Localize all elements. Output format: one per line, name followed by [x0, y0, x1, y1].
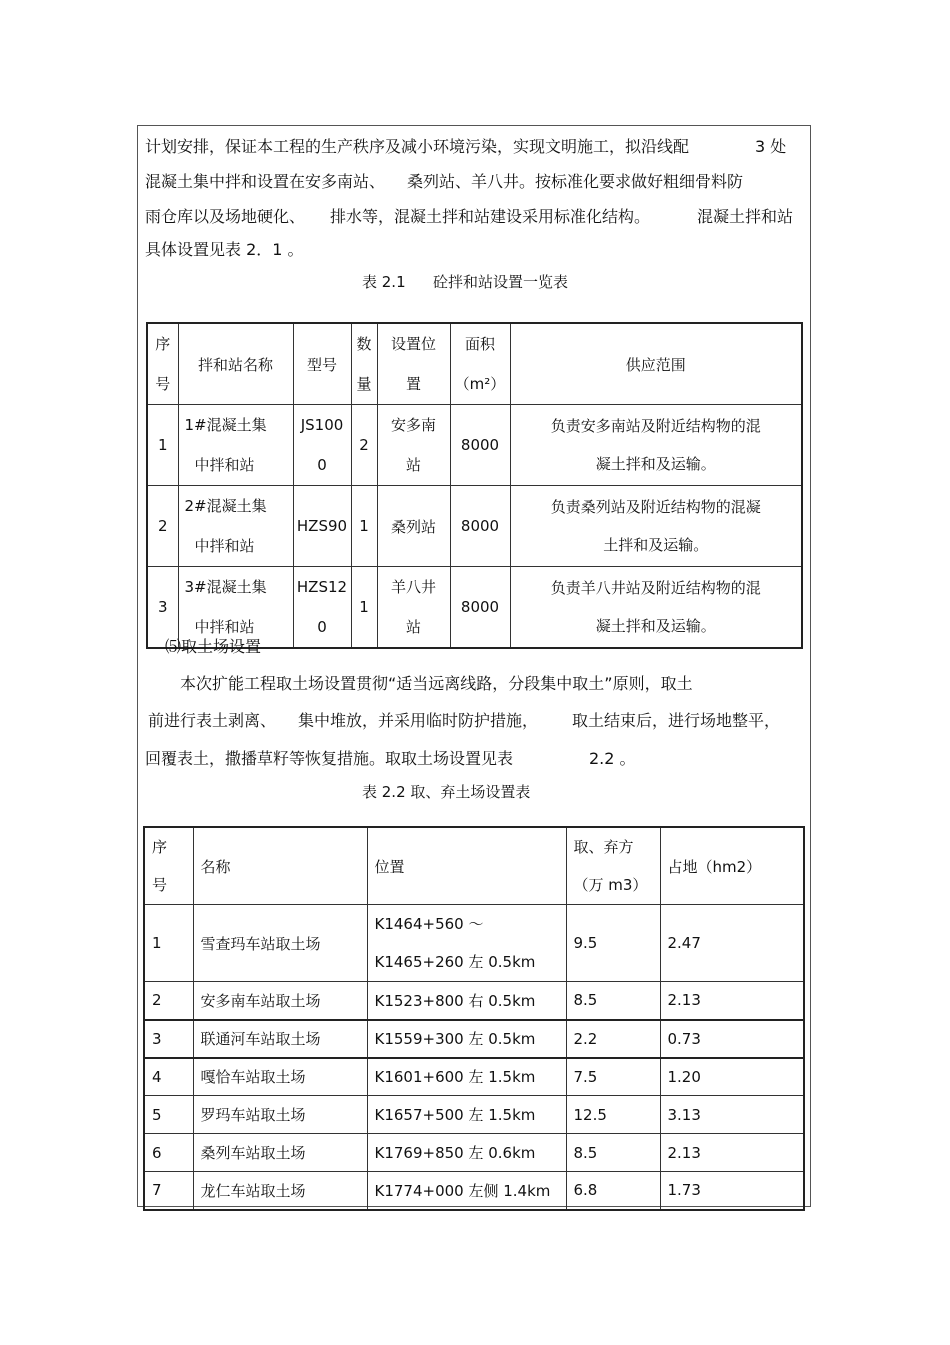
table2-cell-location: K1769+850 左 0.6km — [367, 1134, 566, 1172]
para1-line4: 具体设置见表 2．1 。 — [145, 240, 304, 259]
table1-header-area: 面积 （m²） — [450, 323, 510, 405]
table-row — [144, 1134, 804, 1172]
table-row — [147, 486, 802, 567]
table1-header-location: 设置位 置 — [377, 323, 450, 405]
para1-line3c: 混凝土拌和站 — [697, 207, 794, 226]
table1-header-scope: 供应范围 — [510, 323, 802, 405]
para1-line1 — [145, 137, 689, 157]
table1-cell-location: 桑列站 — [377, 486, 450, 567]
table2-cell-location: K1523+800 右 0.5km — [367, 982, 566, 1020]
table1-caption-title: 砼拌和站设置一览表 — [433, 273, 569, 291]
table2-cell-seq: 7 — [144, 1172, 193, 1210]
table2-cell-volume: 12.5 — [566, 1096, 660, 1134]
table2-cell-name: 雪查玛车站取土场 — [193, 905, 367, 982]
table-row — [144, 1096, 804, 1134]
table2-cell-name: 罗玛车站取土场 — [193, 1096, 367, 1134]
table-row — [147, 567, 802, 649]
table1-cell-scope: 负责羊八井站及附近结构物的混 凝土拌和及运输。 — [510, 567, 802, 649]
table2-cell-volume: 9.5 — [566, 905, 660, 982]
table2-cell-volume: 8.5 — [566, 1134, 660, 1172]
table1-cell-seq: 3 — [147, 567, 178, 649]
table2-cell-area: 3.13 — [660, 1096, 804, 1134]
table2-cell-name: 联通河车站取土场 — [193, 1020, 367, 1058]
section5-line3a: 回覆表土，撒播草籽等恢复措施。取取土场设置见表 — [145, 749, 514, 768]
table2-cell-volume: 2.2 — [566, 1020, 660, 1058]
section5-line2c: 取土结束后，进行场地整平， — [572, 711, 781, 730]
section5-line3b: 2.2 。 — [589, 749, 636, 768]
para1-line1-tail: 3 处 — [755, 137, 787, 156]
table2-cell-volume: 8.5 — [566, 982, 660, 1020]
table2-header-area: 占地（hm2） — [660, 827, 804, 905]
table1-cell-area: 8000 — [450, 486, 510, 567]
table2-cell-area: 0.73 — [660, 1020, 804, 1058]
table2-cell-area: 2.13 — [660, 982, 804, 1020]
table2-cell-location: K1464+560 ～ K1465+260 左 0.5km — [367, 905, 566, 982]
table2-cell-location: K1657+500 左 1.5km — [367, 1096, 566, 1134]
table1-header-name: 拌和站名称 — [178, 323, 293, 405]
para1-line1-text: 计划安排，保证本工程的生产秩序及减小环境污染，实现文明施工，拟沿线配 — [145, 137, 690, 156]
table-row — [147, 405, 802, 486]
table2-cell-seq: 4 — [144, 1058, 193, 1096]
table2-cell-name: 安多南车站取土场 — [193, 982, 367, 1020]
table1-cell-scope: 负责安多南站及附近结构物的混 凝土拌和及运输。 — [510, 405, 802, 486]
table1-cell-scope: 负责桑列站及附近结构物的混凝 土拌和及运输。 — [510, 486, 802, 567]
table2-cell-volume: 6.8 — [566, 1172, 660, 1210]
table1-cell-model: HZS12 0 — [293, 567, 351, 649]
table1-cell-name: 3#混凝土集 中拌和站 — [178, 567, 293, 649]
table2-cell-seq: 5 — [144, 1096, 193, 1134]
table1-cell-seq: 2 — [147, 486, 178, 567]
section5-heading: ⑸取土场设置 — [165, 637, 262, 656]
table2-caption: 表 2.2 取、弃土场设置表 — [362, 783, 531, 801]
para1-line3b: 排水等，混凝土拌和站建设采用标准化结构。 — [330, 207, 651, 226]
table2-cell-seq: 2 — [144, 982, 193, 1020]
table-row — [144, 1020, 804, 1058]
table2-cell-area: 1.20 — [660, 1058, 804, 1096]
para1-line2a: 混凝土集中拌和设置在安多南站、 — [145, 172, 386, 191]
table1-cell-name: 2#混凝土集 中拌和站 — [178, 486, 293, 567]
table2-header-row — [144, 827, 804, 905]
table1-header-qty: 数 量 — [351, 323, 377, 405]
table1-caption-number: 表 2.1 — [362, 273, 406, 291]
table2-cell-seq: 3 — [144, 1020, 193, 1058]
table2-cell-name: 桑列车站取土场 — [193, 1134, 367, 1172]
table2-cell-area: 1.73 — [660, 1172, 804, 1210]
table1-cell-qty: 1 — [351, 486, 377, 567]
mixing-station-table — [146, 322, 803, 649]
table1-cell-model: JS100 0 — [293, 405, 351, 486]
table1-cell-location: 安多南 站 — [377, 405, 450, 486]
table1-cell-seq: 1 — [147, 405, 178, 486]
table2-cell-seq: 6 — [144, 1134, 193, 1172]
borrow-pit-table — [143, 826, 805, 1211]
table1-header-model: 型号 — [293, 323, 351, 405]
section5-line2b: 集中堆放，并采用临时防护措施， — [298, 711, 539, 730]
table1-header-row — [147, 323, 802, 405]
table2-header-seq: 序 号 — [144, 827, 193, 905]
table2-header-volume: 取、弃方 （万 m3） — [566, 827, 660, 905]
table2-cell-area: 2.47 — [660, 905, 804, 982]
table2-header-name: 名称 — [193, 827, 367, 905]
section5-line2a: 前进行表土剥离、 — [148, 711, 277, 730]
table1-cell-area: 8000 — [450, 567, 510, 649]
table2-cell-seq: 1 — [144, 905, 193, 982]
table1-cell-qty: 1 — [351, 567, 377, 649]
table1-cell-area: 8000 — [450, 405, 510, 486]
table-row — [144, 905, 804, 982]
para1-line2b: 桑列站、羊八井。按标准化要求做好粗细骨料防 — [407, 172, 744, 191]
table1-cell-qty: 2 — [351, 405, 377, 486]
table2-cell-location: K1601+600 左 1.5km — [367, 1058, 566, 1096]
table1-cell-model: HZS90 — [293, 486, 351, 567]
table2-cell-location: K1559+300 左 0.5km — [367, 1020, 566, 1058]
table2-cell-name: 嘎恰车站取土场 — [193, 1058, 367, 1096]
table2-header-location: 位置 — [367, 827, 566, 905]
table1-header-seq: 序 号 — [147, 323, 178, 405]
table-row — [144, 1172, 804, 1210]
section5-line1: 本次扩能工程取土场设置贯彻“适当远离线路，分段集中取土”原则，取土 — [180, 674, 693, 693]
table2-cell-area: 2.13 — [660, 1134, 804, 1172]
table-row — [144, 982, 804, 1020]
table2-cell-name: 龙仁车站取土场 — [193, 1172, 367, 1210]
table1-cell-location: 羊八井 站 — [377, 567, 450, 649]
table2-cell-volume: 7.5 — [566, 1058, 660, 1096]
table2-cell-location: K1774+000 左侧 1.4km — [367, 1172, 566, 1210]
table1-cell-name: 1#混凝土集 中拌和站 — [178, 405, 293, 486]
para1-line3a: 雨仓库以及场地硬化、 — [145, 207, 306, 226]
table-row — [144, 1058, 804, 1096]
